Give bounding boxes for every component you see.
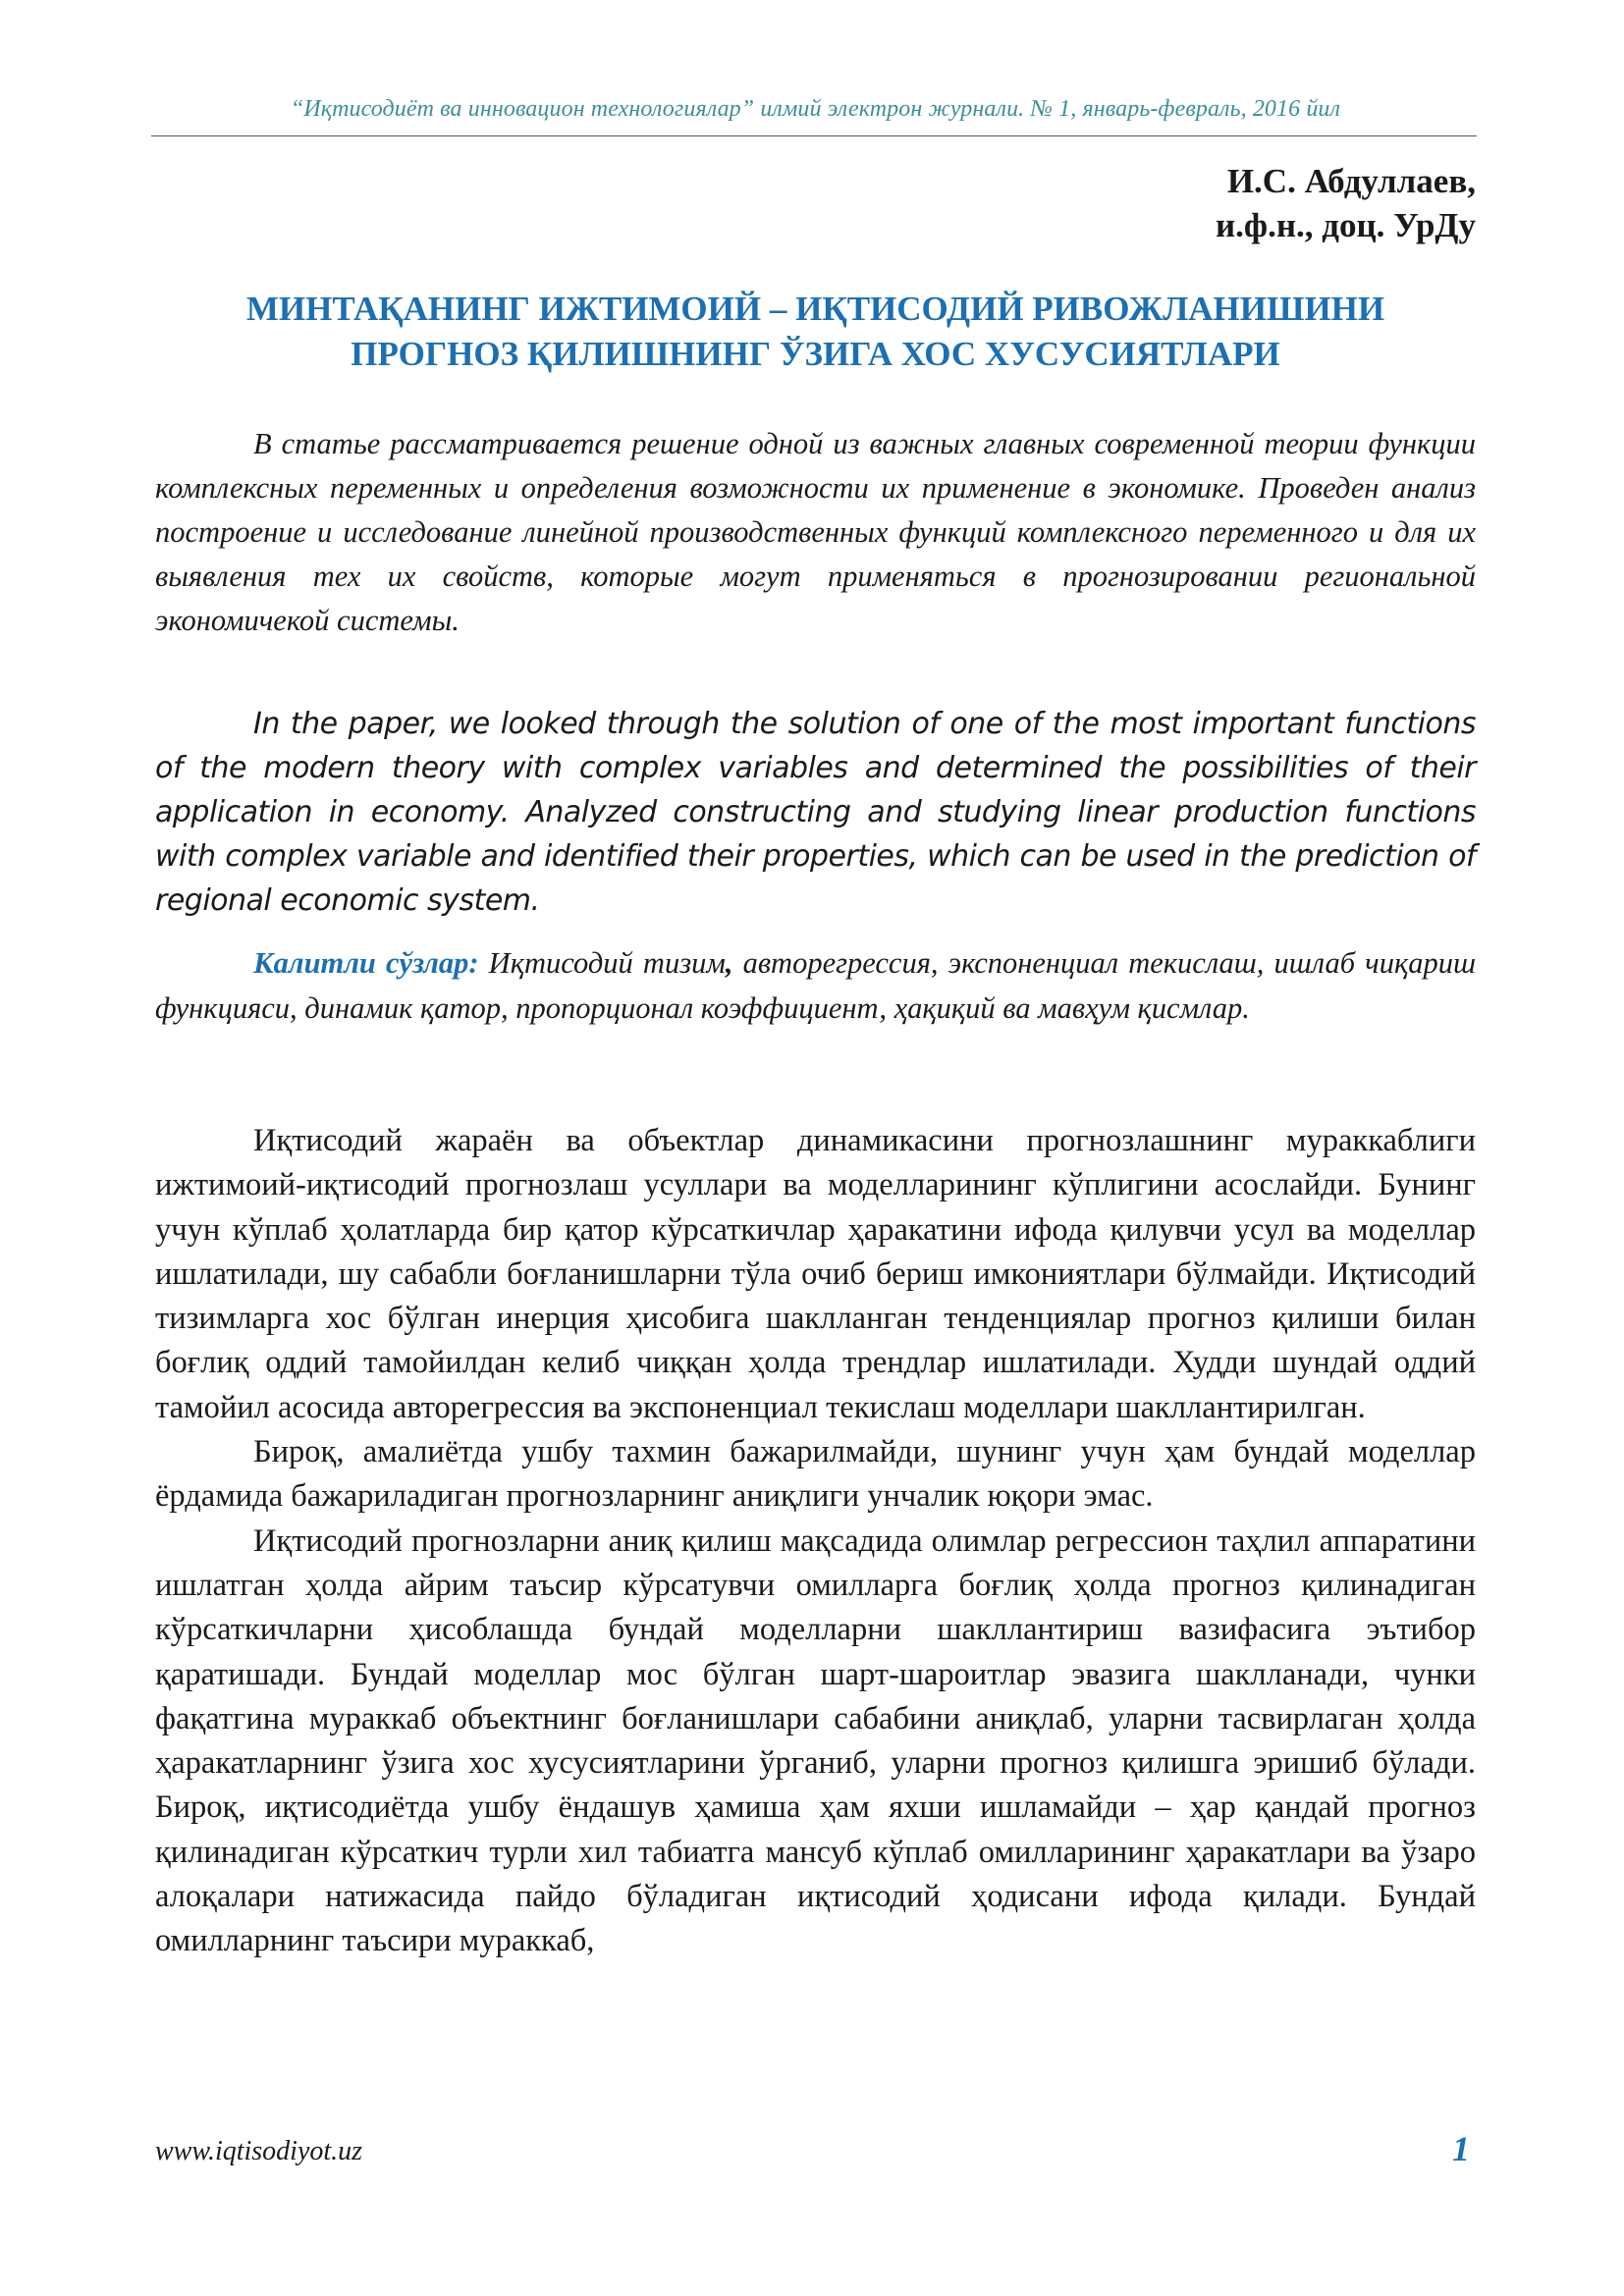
keyword-first: Иқтисодий тизим	[488, 946, 726, 980]
keywords-rest: авторегрессия, экспоненциал текислаш, ишлаб чиқариш функцияси, динамик қатор, пропорционал коэффициент, ҳақиқий ва мавҳум қисмлар.	[155, 946, 1477, 1025]
running-head: “Иқтисодиёт ва инновацион технологиялар” илмий электрон журнали. № 1, январь-февраль, 2016 йил	[290, 96, 1341, 122]
body-text	[155, 1119, 1476, 1964]
footer-url: www.iqtisodiyot.uz	[155, 2136, 363, 2166]
title-line-1: МИНТАҚАНИНГ ИЖТИМОИЙ – ИҚТИСОДИЙ РИВОЖЛАНИШИНИ	[245, 290, 1385, 328]
article-title	[155, 287, 1476, 377]
abstract-english-text: In the paper, we looked through the solution of one of the most important functions of the modern theory with complex variables and determined the possibilities of their application in economy. Analyzed constructing and studying linear production functions with complex variable and identified their properties, which can be used in the prediction of regional economic system.	[155, 707, 1476, 918]
abstract-english	[155, 702, 1476, 923]
author-name: И.С. Абдуллаев,	[1226, 162, 1476, 200]
page-number: 1	[1452, 2129, 1470, 2168]
title-line-2: ПРОГНОЗ ҚИЛИШНИНГ ЎЗИГА ХОС ХУСУСИЯТЛАРИ	[351, 335, 1280, 373]
abstract-russian	[155, 422, 1476, 643]
body-paragraph-3: Иқтисодий прогнозларни аниқ қилиш мақсадида олимлар регрессион таҳлил аппаратини ишлатган ҳолда айрим таъсир кўрсатувчи омилларга боғлиқ ҳолда прогноз қилинадиган кўрсаткичларни ҳисоблашда бундай моделларни шакллантириш вазифасига эътибор қаратишади. Бундай моделлар мос бўлган шарт-шароитлар эвазига шаклланади, чунки фақатгина мураккаб объектнинг боғланишлари сабабини аниқлаб, уларни тасвирлаган ҳолда ҳаракатларнинг ўзига хос хусусиятларини ўрганиб, уларни прогноз қилишга эришиб бўлади. Бироқ, иқтисодиётда ушбу ёндашув ҳамиша ҳам яхши ишламайди – ҳар қандай прогноз қилинадиган кўрсаткич турли хил табиатга мансуб кўплаб омилларининг ҳаракатлари ва ўзаро алоқалари натижасида пайдо бўладиган иқтисодий ҳодисани ифода қилади. Бундай омилларнинг таъсири мураккаб,	[155, 1522, 1476, 1959]
author-block	[1216, 159, 1476, 247]
body-paragraph-2: Бироқ, амалиётда ушбу тахмин бажарилмайди, шунинг учун ҳам бундай моделлар ёрдамида бажариладиган прогнозларнинг аниқлиги унчалик юқори эмас.	[155, 1434, 1476, 1515]
header-divider	[151, 135, 1477, 136]
paper-page	[155, 0, 1476, 2296]
abstract-russian-text: В статье рассматривается решение одной из важных главных современной теории функции комплексных переменных и определения возможности их применение в экономике. Проведен анализ построение и исследование линейной производственных функций комплексного переменного и для их выявления тех их свойств, которые могут применяться в прогнозировании региональной экономичекой системы.	[155, 427, 1476, 637]
keywords-label: Калитли сўзлар:	[253, 946, 479, 980]
keyword-separator: ,	[725, 946, 733, 980]
body-paragraph-1: Иқтисодий жараён ва объектлар динамикасини прогнозлашнинг мураккаблиги ижтимоий-иқтисодий прогнозлаш усуллари ва моделларининг кўплигини асослайди. Бунинг учун кўплаб ҳолатларда бир қатор кўрсаткичлар ҳаракатини ифода қилувчи усул ва моделлар ишлатилади, шу сабабли боғланишларни тўла очиб бериш имкониятлари бўлмайди. Иқтисодий тизимларга хос бўлган инерция ҳисобига шаклланган тенденциялар прогноз қилиши билан боғлиқ оддий тамойилдан келиб чиққан ҳолда трендлар ишлатилади. Худди шундай оддий тамойил асосида авторегрессия ва экспоненциал текислаш моделлари шакллантирилган.	[155, 1123, 1476, 1425]
author-affiliation: и.ф.н., доц. УрДу	[1215, 206, 1476, 244]
keywords	[155, 940, 1476, 1031]
